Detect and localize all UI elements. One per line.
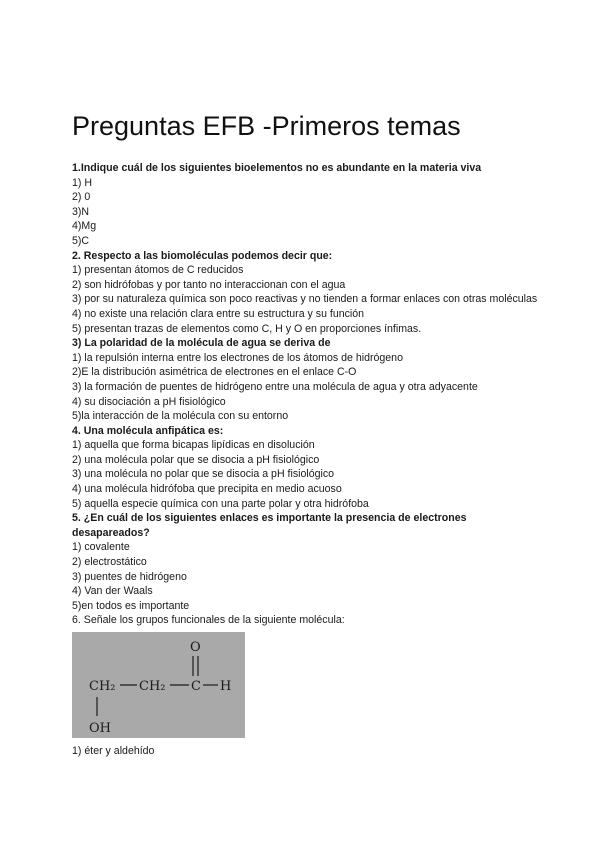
q1-option-2: 2) 0 bbox=[72, 191, 91, 204]
q2-option-5: 5) presentan trazas de elementos como C, H y O en proporciones ínfimas. bbox=[72, 322, 422, 335]
q1-option-5: 5)C bbox=[72, 234, 90, 247]
q1-option-1: 1) H bbox=[72, 176, 93, 189]
q5-option-3: 3) puentes de hidrógeno bbox=[72, 570, 187, 583]
q2-option-2: 2) son hidrófobas y por tanto no interaccionan con el agua bbox=[72, 278, 346, 291]
q3-option-5: 5)la interacción de la molécula con su entorno bbox=[72, 410, 289, 423]
q3-option-3: 3) la formación de puentes de hidrógeno entre una molécula de agua y otra adyacente bbox=[72, 380, 478, 393]
molecule-oxygen-top: O bbox=[190, 640, 201, 655]
molecule-ch2-left: CH₂ bbox=[89, 679, 116, 694]
molecule-carbon: C bbox=[191, 679, 201, 694]
q5-option-4: 4) Van der Waals bbox=[72, 585, 153, 598]
molecule-oh: OH bbox=[89, 721, 111, 736]
molecule-hydrogen: H bbox=[220, 679, 232, 694]
q4-option-3: 3) una molécula no polar que se disocia a pH fisiológico bbox=[72, 468, 335, 481]
q4-option-1: 1) aquella que forma bicapas lipídicas en disolución bbox=[72, 439, 315, 452]
q2-option-4: 4) no existe una relación clara entre su estructura y su función bbox=[72, 307, 365, 320]
question-6: 6. Señale los grupos funcionales de la siguiente molécula: bbox=[72, 614, 345, 627]
question-1: 1.Indique cuál de los siguientes bioelementos no es abundante en la materia viva bbox=[72, 162, 482, 174]
molecule-ch2-mid: CH₂ bbox=[139, 679, 166, 694]
q5-option-1: 1) covalente bbox=[72, 541, 130, 554]
q4-option-4: 4) una molécula hidrófoba que precipita en medio acuoso bbox=[72, 483, 342, 496]
q1-option-4: 4)Mg bbox=[72, 220, 97, 233]
q2-option-1: 1) presentan átomos de C reducidos bbox=[72, 264, 244, 277]
q4-option-2: 2) una molécula polar que se disocia a pH fisiológico bbox=[72, 453, 320, 466]
q3-option-4: 4) su disociación a pH fisiológico bbox=[72, 395, 226, 408]
q3-option-2: 2)E la distribución asimétrica de electrones en el enlace C-O bbox=[72, 366, 357, 379]
question-4: 4. Una molécula anfipática es: bbox=[72, 424, 224, 437]
q2-option-3: 3) por su naturaleza química son poco reactivas y no tienden a formar enlaces con otras moléculas bbox=[72, 293, 538, 306]
question-2: 2. Respecto a las biomoléculas podemos decir que: bbox=[72, 249, 333, 262]
molecule-figure bbox=[72, 632, 245, 738]
q1-option-3: 3)N bbox=[72, 205, 90, 218]
question-5: 5. ¿En cuál de los siguientes enlaces es importante la presencia de electrones desapareados? bbox=[72, 512, 467, 539]
question-3: 3) La polaridad de la molécula de agua se deriva de bbox=[72, 337, 331, 350]
q4-option-5: 5) aquella especie química con una parte polar y otra hidrófoba bbox=[72, 497, 369, 510]
q3-option-1: 1) la repulsión interna entre los electrones de los átomos de hidrógeno bbox=[72, 351, 403, 364]
q6-option-1: 1) éter y aldehído bbox=[72, 745, 155, 757]
q5-option-2: 2) electrostático bbox=[72, 556, 147, 569]
molecule-structure bbox=[72, 632, 245, 738]
document-content bbox=[72, 161, 542, 759]
q5-option-5: 5)en todos es importante bbox=[72, 599, 190, 612]
document-title: Preguntas EFB -Primeros temas bbox=[72, 111, 461, 141]
